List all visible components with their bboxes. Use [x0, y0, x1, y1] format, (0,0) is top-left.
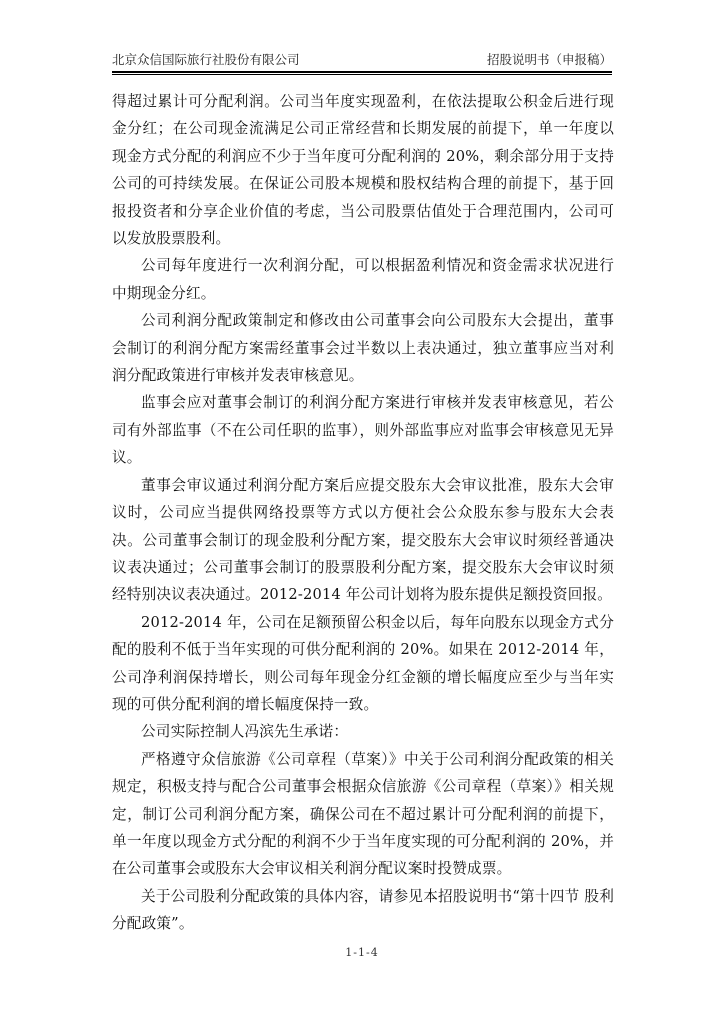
header-document-title: 招股说明书（申报稿） [486, 52, 612, 67]
body-paragraph: 严格遵守众信旅游《公司章程（草案）》中关于公司利润分配政策的相关规定，积极支持与配合公司董事会根据众信旅游《公司章程（草案）》相关规定，制订公司利润分配方案，确保公司在不超过累计可分配利润的前提下，单一年度以现金方式分配的利润不少于当年度实现的可分配利润的 20%，并在公司董事会或股东大会审议相关利润分配议案时投赞成票。 [112, 750, 614, 878]
page-header [112, 50, 612, 70]
body-paragraph: 董事会审议通过利润分配方案后应提交股东大会审议批准，股东大会审议时，公司应当提供网络投票等方式以方便社会公众股东参与股东大会表决。公司董事会制订的现金股利分配方案，提交股东大会审议时须经普通决议表决通过；公司董事会制订的股票股利分配方案，提交股东大会审议时须经特别决议表决通过。2012-2014 年公司计划将为股东提供足额投资回报。 [112, 476, 614, 604]
document-body [112, 88, 614, 938]
body-paragraph: 公司利润分配政策制定和修改由公司董事会向公司股东大会提出，董事会制订的利润分配方案需经董事会过半数以上表决通过，独立董事应当对利润分配政策进行审核并发表审核意见。 [112, 312, 614, 385]
body-paragraph: 公司每年度进行一次利润分配，可以根据盈利情况和资金需求状况进行中期现金分红。 [112, 257, 614, 302]
body-paragraph: 2012-2014 年，公司在足额预留公积金以后，每年向股东以现金方式分配的股利不低于当年实现的可供分配利润的 20%。如果在 2012-2014 年，公司净利润保持增长，则公司每年现金分红金额的增长幅度应至少与当年实现的可供分配利润的增长幅度保持一致。 [112, 613, 614, 713]
body-paragraph: 公司实际控制人冯滨先生承诺： [141, 723, 349, 741]
page-number: 1-1-4 [345, 946, 379, 959]
header-company-name: 北京众信国际旅行社股份有限公司 [112, 52, 300, 67]
header-rule-thin [112, 74, 612, 75]
body-paragraph: 得超过累计可分配利润。公司当年度实现盈利，在依法提取公积金后进行现金分红；在公司现金流满足公司正常经营和长期发展的前提下，单一年度以现金方式分配的利润应不少于当年度可分配利润的 20%，剩余部分用于支持公司的可持续发展。在保证公司股本规模和股权结构合理的前提下，基于回报投资者和分享企业价值的考虑，当公司股票估值处于合理范围内，公司可以发放股票股利。 [112, 93, 614, 248]
body-paragraph: 关于公司股利分配政策的具体内容，请参见本招股说明书“第十四节 股利分配政策”。 [112, 887, 614, 933]
header-rule-thick [112, 71, 612, 73]
body-paragraph: 监事会应对董事会制订的利润分配方案进行审核并发表审核意见，若公司有外部监事（不在公司任职的监事），则外部监事应对监事会审核意见无异议。 [112, 394, 614, 467]
